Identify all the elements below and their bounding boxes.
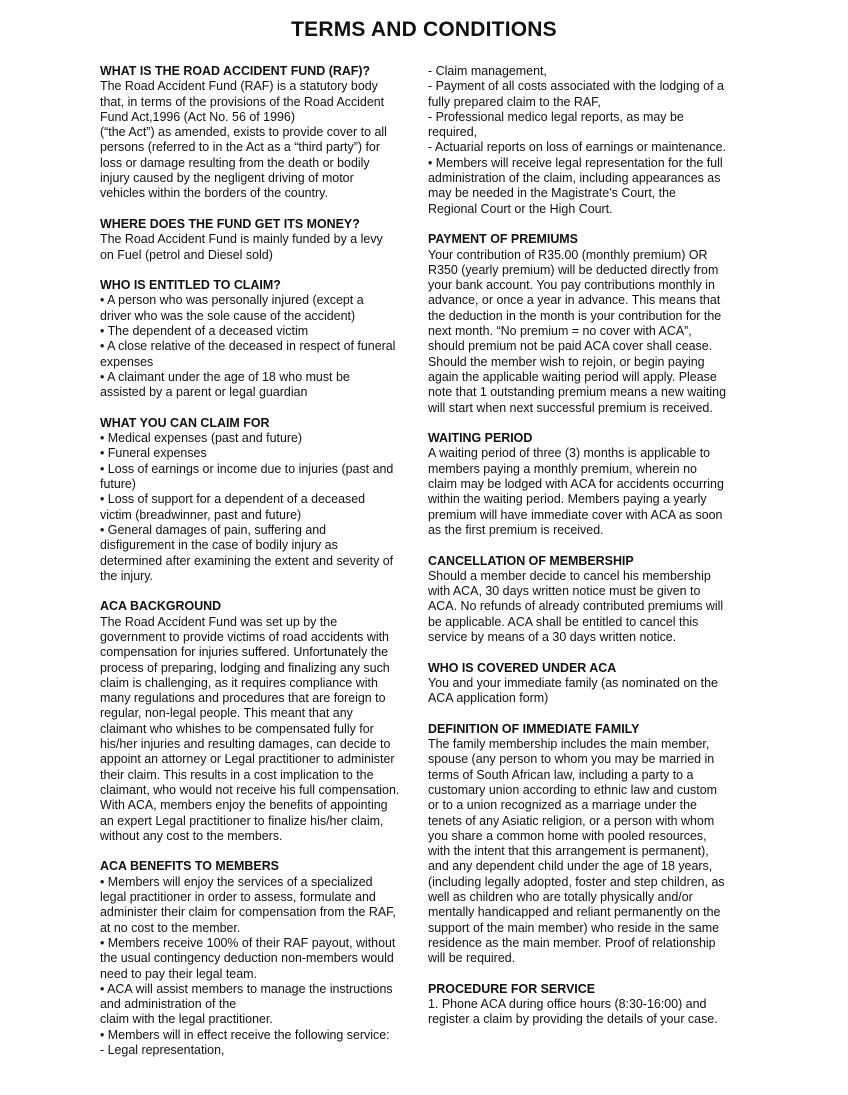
text-line: You and your immediate family (as nominated on the bbox=[428, 675, 718, 690]
text-line: assisted by a parent or legal guardian bbox=[100, 385, 308, 400]
section-heading: WHO IS COVERED UNDER ACA bbox=[428, 660, 617, 675]
text-line: his/her injuries and resulting damages, can decide to bbox=[100, 737, 391, 752]
text-line: victim (breadwinner, past and future) bbox=[100, 507, 302, 522]
paragraph-gap bbox=[428, 706, 750, 721]
text-line: again the applicable waiting period will apply. Please bbox=[428, 369, 717, 384]
text-line: and any dependent child under the age of 18 years, bbox=[428, 859, 713, 874]
section-heading: ACA BENEFITS TO MEMBERS bbox=[100, 859, 279, 874]
text-line: Should a member decide to cancel his membership bbox=[428, 568, 711, 583]
text-line: or to a union recognized as a marriage under the bbox=[428, 798, 697, 813]
text-line: future) bbox=[100, 477, 136, 492]
text-line: with the intent that this arrangement is permanent), bbox=[428, 844, 709, 859]
text-line: • Loss of earnings or income due to injuries (past and bbox=[100, 461, 394, 476]
section-heading: CANCELLATION OF MEMBERSHIP bbox=[428, 553, 634, 568]
text-line: regular, non-legal people. This meant that any bbox=[100, 706, 353, 721]
text-line: advance, or once a year in advance. This means that bbox=[428, 293, 721, 308]
text-line: terms of South African law, including a party to a bbox=[428, 767, 694, 782]
text-line: may be needed in the Magistrate’s Court, the bbox=[428, 186, 676, 201]
section-heading: DEFINITION OF IMMEDIATE FAMILY bbox=[428, 721, 640, 736]
section-heading: WHO IS ENTITLED TO CLAIM? bbox=[100, 278, 281, 293]
section-heading: WHERE DOES THE FUND GET ITS MONEY? bbox=[100, 216, 360, 231]
text-line: support of the main member) who reside in the same bbox=[428, 920, 720, 935]
text-line: The Road Accident Fund is mainly funded by a levy bbox=[100, 232, 383, 247]
text-line: will start when next successful premium is received. bbox=[428, 400, 713, 415]
text-line: • Members will in effect receive the following service: bbox=[100, 1027, 390, 1042]
text-line: • General damages of pain, suffering and bbox=[100, 522, 327, 537]
text-line: the injury. bbox=[100, 568, 153, 583]
text-line: note that 1 outstanding premium means a new waiting bbox=[428, 385, 726, 400]
text-line: • Loss of support for a dependent of a deceased bbox=[100, 492, 366, 507]
text-line: driver who was the sole cause of the accident) bbox=[100, 308, 356, 323]
text-line: disfigurement in the case of bodily injury as bbox=[100, 538, 338, 553]
text-line: - Legal representation, bbox=[100, 1043, 225, 1057]
text-line: compensation for injuries suffered. Unfortunately the bbox=[100, 645, 389, 660]
left-column bbox=[100, 64, 422, 1058]
text-line: will be required. bbox=[428, 951, 516, 966]
paragraph-gap bbox=[428, 217, 750, 232]
text-line: members paying a monthly premium, wherein no bbox=[428, 461, 697, 476]
text-line: tenets of any Asiatic religion, or a person with whom bbox=[428, 813, 715, 828]
text-line: A waiting period of three (3) months is applicable to bbox=[428, 446, 711, 461]
text-line: need to pay their legal team. bbox=[100, 966, 257, 981]
text-line: without any cost to the members. bbox=[100, 828, 283, 843]
text-line: The Road Accident Fund was set up by the bbox=[100, 614, 338, 629]
text-line: - Claim management, bbox=[428, 64, 547, 78]
text-line: (“the Act”) as amended, exists to provide cover to all bbox=[100, 125, 387, 140]
text-line: spouse (any person to whom you may be married in bbox=[428, 752, 715, 767]
text-line: register a claim by providing the details of your case. bbox=[428, 1012, 718, 1027]
text-line: claimant who whishes to be compensated fully for bbox=[100, 721, 374, 736]
section-heading: ACA BACKGROUND bbox=[100, 599, 222, 614]
text-line: injury caused by the negligent driving of motor bbox=[100, 171, 354, 186]
paragraph-gap bbox=[428, 416, 750, 431]
text-line: customary union according to ethnic law and custom bbox=[428, 782, 717, 797]
text-line: - Professional medico legal reports, as may be bbox=[428, 109, 684, 124]
right-column bbox=[428, 64, 750, 1028]
text-line: premium will have immediate cover with ACA as soon bbox=[428, 507, 723, 522]
text-line: be applicable. ACA shall be entitled to cancel this bbox=[428, 614, 699, 629]
text-line: ACA application form) bbox=[428, 691, 549, 706]
text-line: claim with the legal practitioner. bbox=[100, 1012, 273, 1027]
text-line: With ACA, members enjoy the benefits of appointing bbox=[100, 798, 388, 813]
text-line: legal practitioner in order to assess, formulate and bbox=[100, 890, 376, 905]
text-line: • A claimant under the age of 18 who must be bbox=[100, 369, 350, 384]
paragraph-gap bbox=[100, 401, 422, 416]
text-line: within the waiting period. Members paying a yearly bbox=[428, 492, 707, 507]
text-line: • Medical expenses (past and future) bbox=[100, 431, 303, 446]
text-line: administer their claim for compensation from the RAF, bbox=[100, 905, 396, 920]
paragraph-gap bbox=[428, 645, 750, 660]
text-line: fully prepared claim to the RAF, bbox=[428, 94, 601, 109]
paragraph-gap bbox=[100, 844, 422, 859]
text-line: the deduction in the month is your contribution for the bbox=[428, 308, 722, 323]
text-line: and administration of the bbox=[100, 997, 237, 1012]
text-line: • A close relative of the deceased in respect of funeral bbox=[100, 339, 396, 354]
text-line: next month. “No premium = no cover with ACA”, bbox=[428, 324, 692, 339]
text-line: service by means of a 30 days written notice. bbox=[428, 629, 677, 644]
text-line: vehicles within the borders of the country. bbox=[100, 186, 328, 201]
text-line: on Fuel (petrol and Diesel sold) bbox=[100, 247, 273, 262]
text-line: R350 (yearly premium) will be deducted directly from bbox=[428, 262, 719, 277]
text-line: Regional Court or the High Court. bbox=[428, 201, 613, 216]
text-line: with ACA, 30 days written notice must be given to bbox=[428, 584, 701, 599]
text-line: - Actuarial reports on loss of earnings or maintenance. bbox=[428, 140, 726, 155]
text-line: • Members will enjoy the services of a specialized bbox=[100, 874, 373, 889]
section-heading: WHAT IS THE ROAD ACCIDENT FUND (RAF)? bbox=[100, 64, 371, 78]
text-line: • Funeral expenses bbox=[100, 446, 207, 461]
text-line: that, in terms of the provisions of the Road Accident bbox=[100, 94, 385, 109]
text-line: persons (referred to in the Act as a “third party”) for bbox=[100, 140, 380, 155]
text-line: The family membership includes the main member, bbox=[428, 737, 710, 752]
text-line: 1. Phone ACA during office hours (8:30-16:00) and bbox=[428, 997, 707, 1012]
section-heading: PROCEDURE FOR SERVICE bbox=[428, 981, 596, 996]
text-line: • Members will receive legal representation for the full bbox=[428, 155, 723, 170]
text-line: required, bbox=[428, 125, 478, 140]
text-line: loss or damage resulting from the death or bodily bbox=[100, 155, 370, 170]
paragraph-gap bbox=[428, 967, 750, 982]
text-line: should premium not be paid ACA cover shall cease. bbox=[428, 339, 713, 354]
text-line: The Road Accident Fund (RAF) is a statutory body bbox=[100, 79, 378, 94]
text-line: - Payment of all costs associated with the lodging of a bbox=[428, 79, 724, 94]
paragraph-gap bbox=[428, 538, 750, 553]
text-line: expenses bbox=[100, 354, 154, 369]
text-line: their claim. This results in a cost implication to the bbox=[100, 767, 374, 782]
text-line: claim is challenging, as it requires compliance with bbox=[100, 675, 378, 690]
text-line: appoint an attorney or Legal practitioner to administer bbox=[100, 752, 395, 767]
text-line: as the first premium is received. bbox=[428, 522, 604, 537]
paragraph-gap bbox=[100, 584, 422, 599]
text-line: residence as the main member. Proof of relationship bbox=[428, 935, 716, 950]
text-line: determined after examining the extent and severity of bbox=[100, 553, 394, 568]
section-heading: WAITING PERIOD bbox=[428, 431, 533, 446]
text-line: an expert Legal practitioner to finalize his/her claim, bbox=[100, 813, 384, 828]
section-heading: WHAT YOU CAN CLAIM FOR bbox=[100, 415, 270, 430]
text-line: • A person who was personally injured (except a bbox=[100, 293, 364, 308]
text-line: you share a common home with pooled resources, bbox=[428, 828, 707, 843]
text-line: • ACA will assist members to manage the instructions bbox=[100, 981, 393, 996]
text-line: government to provide victims of road accidents with bbox=[100, 629, 389, 644]
paragraph-gap bbox=[100, 202, 422, 217]
text-line: many regulations and procedures that are foreign to bbox=[100, 691, 386, 706]
text-line: well as children who are totally physically and/or bbox=[428, 890, 693, 905]
text-line: the usual contingency deduction non-members would bbox=[100, 951, 394, 966]
section-heading: PAYMENT OF PREMIUMS bbox=[428, 232, 578, 247]
text-line: mentally handicapped and reliant permanently on the bbox=[428, 905, 721, 920]
text-line: administration of the claim, including appearances as bbox=[428, 171, 721, 186]
text-line: at no cost to the member. bbox=[100, 920, 241, 935]
text-line: • The dependent of a deceased victim bbox=[100, 324, 309, 339]
page-title: TERMS AND CONDITIONS bbox=[291, 18, 557, 41]
text-line: your bank account. You pay contributions monthly in bbox=[428, 278, 715, 293]
text-line: Should the member wish to rejoin, or begin paying bbox=[428, 354, 705, 369]
text-line: claim may be lodged with ACA for accidents occurring bbox=[428, 477, 724, 492]
text-line: process of preparing, lodging and finalizing any such bbox=[100, 660, 390, 675]
text-line: (including legally adopted, foster and step children, as bbox=[428, 874, 725, 889]
text-line: ACA. No refunds of already contributed premiums will bbox=[428, 599, 724, 614]
text-line: claimant, who would not receive his full compensation. bbox=[100, 782, 400, 797]
paragraph-gap bbox=[100, 263, 422, 278]
text-line: • Members receive 100% of their RAF payout, without bbox=[100, 935, 396, 950]
text-line: Fund Act,1996 (Act No. 56 of 1996) bbox=[100, 109, 295, 124]
text-line: Your contribution of R35.00 (monthly premium) OR bbox=[428, 247, 708, 262]
